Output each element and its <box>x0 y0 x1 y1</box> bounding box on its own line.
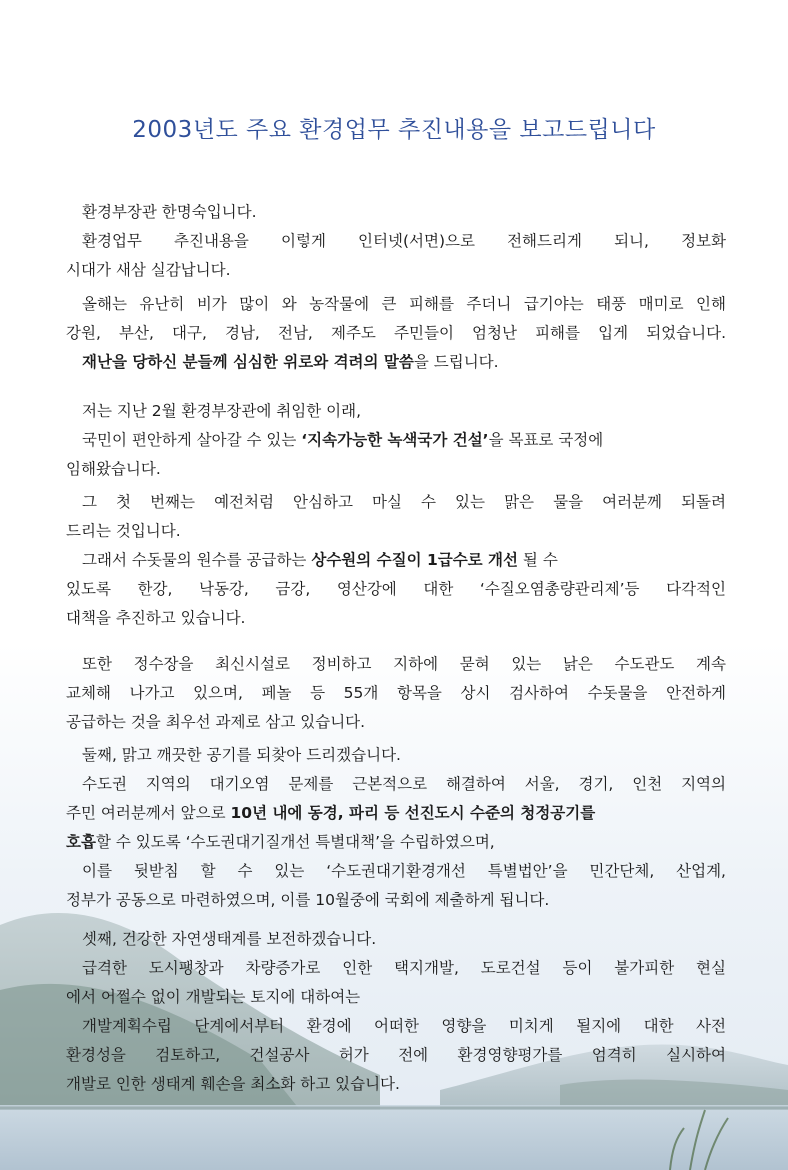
bold-phrase: 상수원의 수질이 1급수로 개선 <box>311 551 518 569</box>
text-line: 시대가 새삼 실감납니다. <box>66 261 231 279</box>
text-line: 드리는 것입니다. <box>66 522 181 540</box>
paragraph-clean-air <box>66 741 726 915</box>
text-line: 에서 어쩔수 없이 개발되는 토지에 대하여는 <box>66 988 361 1006</box>
paragraph-typhoon <box>66 290 726 377</box>
paragraph-greeting <box>66 198 726 285</box>
text-line: 이를 뒷받침 할 수 있는 ‘수도권대기환경개선 특별법안’을 민간단체, 산업계, <box>82 862 726 880</box>
text-line: 수도권 지역의 대기오염 문제를 근본적으로 해결하여 서울, 경기, 인천 지역의 <box>82 775 726 793</box>
text-line: 개발로 인한 생태계 훼손을 최소화 하고 있습니다. <box>66 1075 400 1093</box>
text-line: 둘째, 맑고 깨끗한 공기를 되찾아 드리겠습니다. <box>82 746 401 764</box>
text-line: 교체해 나가고 있으며, 페놀 등 55개 항목을 상시 검사하여 수돗물을 안전하게 <box>66 684 726 702</box>
text-line: 임해왔습니다. <box>66 460 161 478</box>
text-line <box>66 546 726 575</box>
text-fragment: 할 수 있도록 ‘수도권대기질개선 특별대책’을 수립하였으며, <box>95 833 495 851</box>
text-line: 셋째, 건강한 자연생태계를 보전하겠습니다. <box>82 930 377 948</box>
text-fragment: 주민 여러분께서 앞으로 <box>66 804 231 822</box>
text-fragment: 국민이 편안하게 살아갈 수 있는 <box>82 431 302 449</box>
text-line: 대책을 추진하고 있습니다. <box>66 609 246 627</box>
text-fragment: 을 드립니다. <box>413 353 499 371</box>
paragraph-water-pipes <box>66 650 726 737</box>
text-line: 그 첫 번째는 예전처럼 안심하고 마실 수 있는 맑은 물을 여러분께 되돌려 <box>82 493 726 511</box>
text-fragment: 그래서 수돗물의 원수를 공급하는 <box>82 551 312 569</box>
bold-phrase: 재난을 당하신 분들께 심심한 위로와 격려의 말씀 <box>82 353 414 371</box>
text-line: 정부가 공동으로 마련하였으며, 이를 10월중에 국회에 제출하게 됩니다. <box>66 891 550 909</box>
text-line: 환경부장관 한명숙입니다. <box>82 203 257 221</box>
bold-phrase: 호흡 <box>66 833 96 851</box>
text-fragment: 될 수 <box>518 551 558 569</box>
text-line: 환경성을 검토하고, 건설공사 허가 전에 환경영향평가를 엄격히 실시하여 <box>66 1046 726 1064</box>
paragraph-green-nation <box>66 397 726 484</box>
text-line: 강원, 부산, 대구, 경남, 전남, 제주도 주민들이 엄청난 피해를 입게 되었습니다. <box>66 324 726 342</box>
paragraph-ecosystem <box>66 925 726 1099</box>
paragraph-clean-water <box>66 488 726 633</box>
text-line: 있도록 한강, 낙동강, 금강, 영산강에 대한 ‘수질오염총량관리제’등 다각적인 <box>66 580 726 598</box>
text-line <box>66 799 726 828</box>
text-line <box>66 348 726 377</box>
bold-phrase: ‘지속가능한 녹색국가 건설’ <box>301 431 489 449</box>
text-line: 개발계획수립 단계에서부터 환경에 어떠한 영향을 미치게 될지에 대한 사전 <box>82 1017 726 1035</box>
document-title: 2003년도 주요 환경업무 추진내용을 보고드립니다 <box>132 117 656 143</box>
text-fragment: 을 목표로 국정에 <box>488 431 604 449</box>
text-line: 공급하는 것을 최우선 과제로 삼고 있습니다. <box>66 713 366 731</box>
text-line <box>66 426 726 455</box>
bold-phrase: 10년 내에 동경, 파리 등 선진도시 수준의 청정공기를 <box>230 804 596 822</box>
text-line: 환경업무 추진내용을 이렇게 인터넷(서면)으로 전해드리게 되니, 정보화 <box>82 232 726 250</box>
text-line: 또한 정수장을 최신시설로 정비하고 지하에 묻혀 있는 낡은 수도관도 계속 <box>82 655 726 673</box>
text-line: 저는 지난 2월 환경부장관에 취임한 이래, <box>82 402 361 420</box>
text-line <box>66 828 726 857</box>
text-line: 급격한 도시팽창과 차량증가로 인한 택지개발, 도로건설 등이 불가피한 현실 <box>82 959 726 977</box>
text-line: 올해는 유난히 비가 많이 와 농작물에 큰 피해를 주더니 급기야는 태풍 매미로 인해 <box>82 295 726 313</box>
